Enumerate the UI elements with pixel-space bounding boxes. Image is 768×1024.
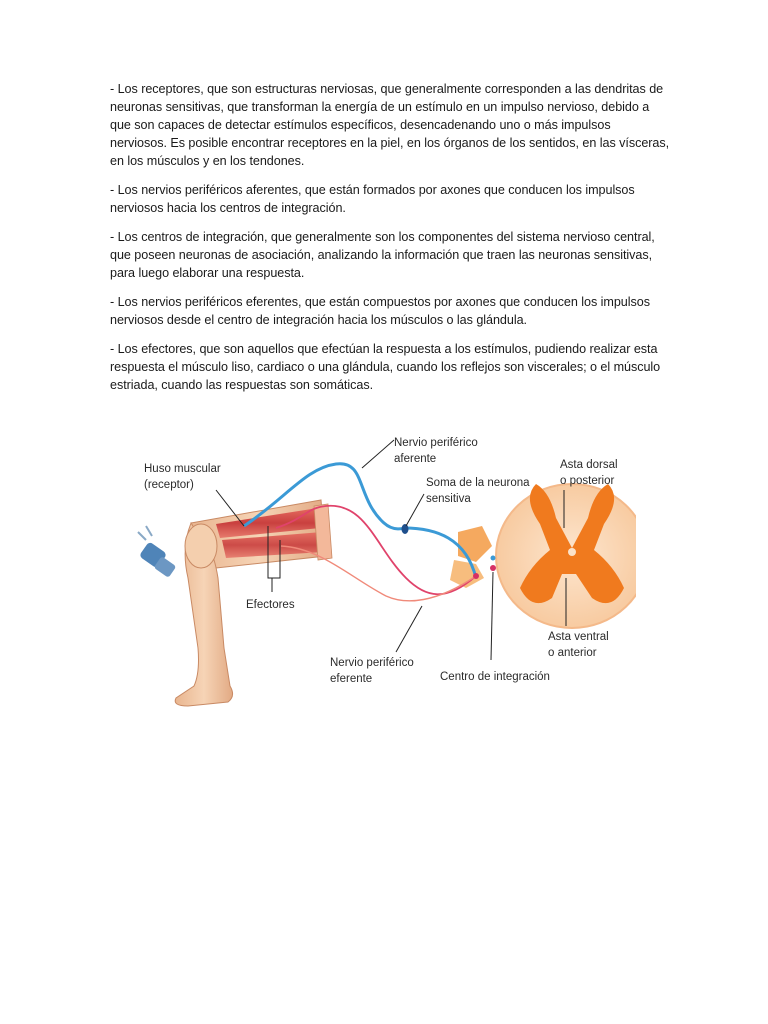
label-efectores: Efectores — [246, 599, 295, 611]
reflex-hammer-icon — [138, 526, 176, 578]
label-nervio-eferente-1: Nervio periférico — [330, 657, 414, 669]
label-nervio-aferente-1: Nervio periférico — [394, 437, 478, 449]
reflex-arc-figure — [136, 428, 636, 728]
label-centro-integracion: Centro de integración — [440, 671, 550, 683]
label-nervio-aferente-2: aferente — [394, 453, 437, 465]
label-asta-ventral-2: o anterior — [548, 647, 597, 659]
paragraph-efectores: - Los efectores, que son aquellos que efectúan la respuesta a los estímulos, pudiendo realizar esta respuesta el músculo liso, cardiaco o una glándula, cuando los reflejos son viscerales; o el músculo estriada, cuando las respuestas son somáticas. — [110, 342, 661, 392]
paragraph-receptores: - Los receptores, que son estructuras nerviosas, que generalmente corresponden a las dendritas de neuronas sensitivas, que transforman la energía de un estímulo en un impulso nervioso, debido a que son capaces de detectar estímulos específicos, desencadenando uno o más impulsos nerviosos. Es posible encontrar receptores en la piel, en los órganos de los sentidos, en las vísceras, en los músculos y en los tendones. — [110, 82, 670, 168]
paragraph-nervios-eferentes: - Los nervios periféricos eferentes, que están compuestos por axones que conducen los impulsos nerviosos desde el centro de integración hacia los músculos o las glándula. — [110, 295, 650, 327]
afferent-entry-dot-icon — [491, 556, 496, 561]
label-soma-1: Soma de la neurona — [426, 477, 530, 489]
label-asta-dorsal-1: Asta dorsal — [560, 459, 618, 471]
sensory-soma-icon — [402, 524, 409, 534]
paragraph-centros-integracion: - Los centros de integración, que generalmente son los componentes del sistema nervioso central, que poseen neuronas de asociación, analizando la información que traen las neuronas sensitivas, para luego elaborar una respuesta. — [110, 230, 655, 280]
integration-neuron-dot-icon — [490, 565, 496, 571]
label-receptor: (receptor) — [144, 479, 194, 491]
spinal-cord-illustration — [450, 484, 636, 628]
paragraph-nervios-aferentes: - Los nervios periféricos aferentes, que están formados por axones que conducen los impulsos nerviosos hacia los centros de integración. — [110, 183, 635, 215]
text-block — [110, 80, 670, 405]
label-nervio-eferente-2: eferente — [330, 673, 373, 685]
label-huso-muscular: Huso muscular — [144, 463, 221, 475]
label-soma-2: sensitiva — [426, 493, 471, 505]
efferent-neuron-dot-icon — [473, 573, 479, 579]
reflex-arc-diagram — [136, 428, 636, 728]
label-asta-dorsal-2: o posterior — [560, 475, 615, 487]
label-asta-ventral-1: Asta ventral — [548, 631, 609, 643]
